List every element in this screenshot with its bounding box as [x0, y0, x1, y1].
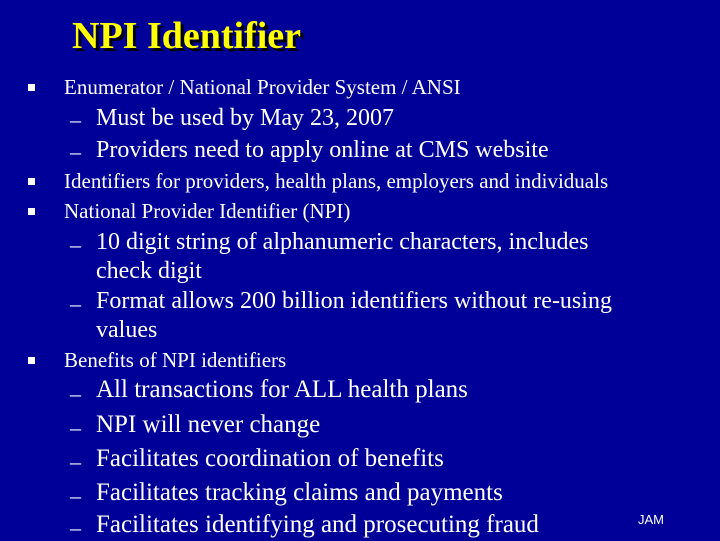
bullet-benefits: Benefits of NPI identifiers — [64, 348, 287, 372]
dash-marker: – — [70, 449, 81, 474]
sub-bullet-coordination: Facilitates coordination of benefits — [96, 445, 444, 472]
dash-marker: – — [70, 415, 81, 440]
sub-bullet-line: Format allows 200 billion identifiers without re-using — [96, 288, 612, 314]
sub-bullet-apply-online: Providers need to apply online at CMS website — [96, 137, 549, 163]
dash-marker: – — [70, 139, 81, 164]
dash-marker: – — [70, 291, 81, 316]
sub-bullet-fraud: Facilitates identifying and prosecuting fraud — [96, 511, 539, 538]
sub-bullet-digit-string — [96, 228, 589, 286]
bullet-identifiers: Identifiers for providers, health plans, employers and individuals — [64, 169, 609, 193]
sub-bullet-line: check digit — [96, 258, 202, 284]
footer-initials: JAM — [638, 512, 664, 527]
sub-bullet-tracking: Facilitates tracking claims and payments — [96, 479, 503, 506]
dash-marker: – — [70, 515, 81, 540]
sub-bullet-never-change: NPI will never change — [96, 411, 321, 438]
slide-title: NPI Identifier — [72, 15, 302, 57]
dash-marker: – — [70, 107, 81, 132]
sub-bullet-deadline: Must be used by May 23, 2007 — [96, 105, 394, 131]
sub-bullet-line: 10 digit string of alphanumeric characters, includes — [96, 229, 589, 255]
dash-marker: – — [70, 381, 81, 406]
bullet-marker — [28, 208, 35, 215]
sub-bullet-all-transactions: All transactions for ALL health plans — [96, 376, 468, 403]
bullet-marker — [28, 357, 35, 364]
bullet-marker — [28, 84, 35, 91]
bullet-npi: National Provider Identifier (NPI) — [64, 199, 351, 223]
bullet-enumerator: Enumerator / National Provider System / ANSI — [64, 75, 461, 99]
bullet-marker — [28, 178, 35, 185]
dash-marker: – — [70, 483, 81, 508]
sub-bullet-format — [96, 287, 612, 345]
sub-bullet-line: values — [96, 317, 158, 343]
dash-marker: – — [70, 232, 81, 257]
